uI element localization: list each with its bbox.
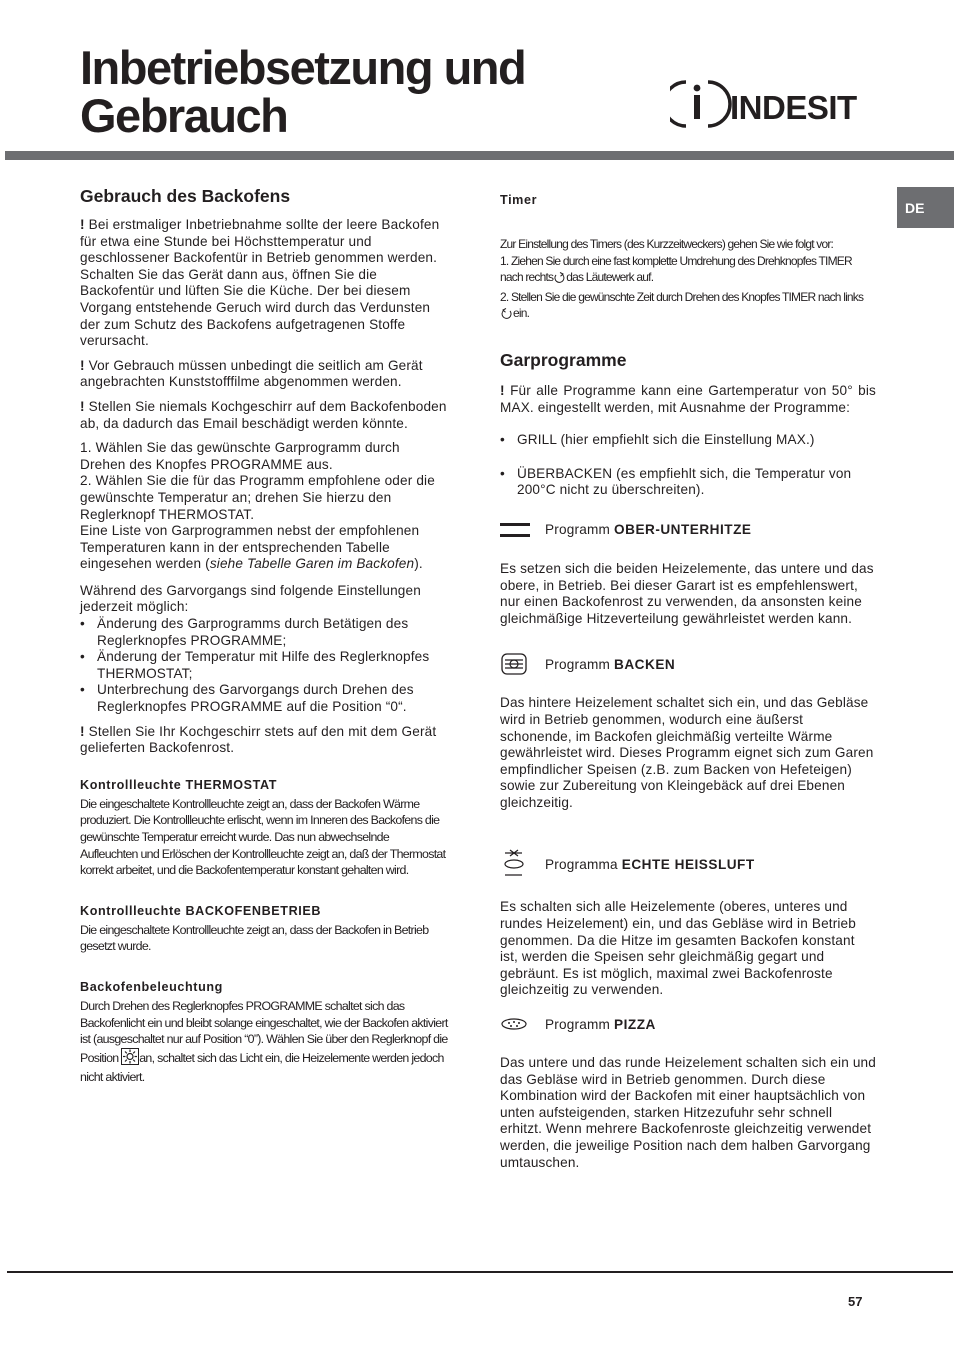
warning-mark: ! [80,217,89,232]
warning-mark: ! [500,382,511,398]
program-prefix: Programma [545,856,618,872]
list-item: • ÜBERBACKEN (es empfiehlt sich, die Temperatur von 200°C nicht zu überschreiten). [500,466,876,499]
timer-step-1-pre: 1. Ziehen Sie durch eine fast komplette Umdrehung des Drehknopfes TIMER nach rechts [500,253,852,285]
thermostat-light-text: Die eingeschaltete Kontrollleuchte zeigt an, dass der Backofen Wärme produziert. Die Kontrollleuchte erlischt, wenn im Inneren des Backofens die gewünschte Temperatur erreicht wurde. Das nun abwechselnde Aufleuchten und Erlöschen der Kontrollleuchte zeigt an, daß der Thermostat korrekt arbeitet, und die Backofentemperatur konstant gehalten wird. [80,796,446,878]
true-hot-air-icon [500,849,530,879]
warning-text: Stellen Sie Ihr Kochgeschirr stets auf den mit dem Gerät gelieferten Backofenrost. [80,723,437,756]
pizza-icon [500,1013,530,1035]
program-description: Das hintere Heizelement schaltet sich ein, und das Gebläse wird in Betrieb genommen, wodurch eine äußerst schonende, im Backofen gleichmäßig verteilte Wärme gewährleistet wird. Dieses Programm eignet sich zum Garen empfindlicher Speisen (z.B. zum Backen von Hefeteigen) sowie zur Zubereitung von Kleingebäck auf drei Ebenen gleichzeitig. [500,695,874,810]
step-2: 2. Wählen Sie die für das Programm empfohlene oder die gewünschte Temperatur an; drehen Sie hierzu den Reglerknopf THERMOSTAT. [80,473,435,522]
language-tab: DE [897,187,954,228]
lamp-icon [121,1048,139,1070]
warning-mark: ! [80,398,89,414]
oven-light-text-pre: Durch Drehen des Reglerknopfes PROGRAMME schaltet sich das Backofenlicht ein und bleibt solange eingeschaltet, wie der Backofen aktiviert ist (ausgeschaltet nur auf Position “0”). Wählen Sie über den Reglerknopf die Position [80,998,448,1065]
step-list-post: ). [414,556,423,572]
section-heading-garprogramme: Garprogramme [500,349,627,370]
exception-list [500,432,876,499]
logo-wordmark: INDESIT [730,89,857,126]
program-heading [500,849,876,879]
warning-paragraph [80,724,448,757]
timer-step-2-pre: 2. Stellen Sie die gewünschte Zeit durch Drehen des Knopfes TIMER nach links [500,289,864,304]
step-list-pre: Eine Liste von Garprogrammen nebst der empfohlenen Temperaturen kann in der entsprechenden Tabelle eingesehen werden ( [80,523,420,572]
program-description: Das untere und das runde Heizelement schalten sich ein und das Gebläse wird in Betrieb genommen. Durch diese Kombination wird der Backofen mit einer hauptsächlich von unten aufsteigenden, starken Hitzezufuhr sehr schnell erhitzt. Wenn mehrere Backofenroste gleichzeitig verwendet werden, die jeweilige Position nach dem halben Garvorgang umtauschen. [500,1055,876,1170]
section-heading-backofen: Gebrauch des Backofens [80,186,291,206]
warning-mark: ! [80,723,89,739]
indesit-logo [670,74,870,134]
program-prefix: Programm [545,1016,611,1032]
program-name: OBER-UNTERHITZE [614,522,752,538]
warning-paragraph [80,217,448,350]
program-name: ECHTE HEISSLUFT [621,856,755,872]
thermostat-light-title: Kontrollleuchte THERMOSTAT [80,777,278,792]
during-list [80,616,448,716]
program-heading [500,519,876,541]
baking-icon [500,653,530,675]
top-bottom-heat-icon [500,519,530,541]
program-heading [500,653,876,675]
warning-paragraph [500,383,876,416]
warning-text: Vor Gebrauch müssen unbedingt die seitlich am Gerät angebrachten Kunststofffilme abgenommen werden. [80,357,423,390]
right-column [500,192,876,1179]
program-prefix: Programm [545,522,611,538]
timer-step-2 [500,289,876,325]
operation-light-text: Die eingeschaltete Kontrollleuchte zeigt an, dass der Backofen in Betrieb gesetzt wurde. [80,922,429,954]
timer-title: Timer [500,193,538,207]
step-1: 1. Wählen Sie das gewünschte Garprogramm durch Drehen des Knopfes PROGRAMME aus. [80,440,400,472]
page-title [80,41,526,142]
warning-paragraph [80,399,448,432]
list-item: • Änderung des Garprogramms durch Betätigen des Reglerknopfes PROGRAMME; [80,616,448,649]
program-prefix: Programm [545,656,611,672]
page-title-line2: Gebrauch [80,89,288,142]
oven-light-title: Backofenbeleuchtung [80,979,223,994]
warning-text: Stellen Sie niemals Kochgeschirr auf dem Backofenboden ab, da dadurch das Email beschädigt werden könnte. [80,398,447,431]
page-number: 57 [848,1294,863,1309]
left-column [80,185,448,1086]
counterclockwise-arrow-icon [500,308,513,325]
header-rule [5,151,954,160]
operation-light-title: Kontrollleuchte BACKOFENBETRIEB [80,903,322,918]
warning-paragraph [80,358,448,391]
warning-mark: ! [80,357,89,373]
step-list-ref: siehe Tabelle Garen im Backofen [209,556,415,572]
footer-rule [7,1271,953,1273]
list-item: • Änderung der Temperatur mit Hilfe des Reglerknopfes THERMOSTAT; [80,649,448,682]
timer-intro: Zur Einstellung des Timers (des Kurzzeitweckers) gehen Sie wie folgt vor: [500,237,834,251]
timer-step-2-post: ein. [513,306,530,321]
program-description: Es setzen sich die beiden Heizelemente, das untere und das obere, in Betrieb. Bei dieser Garart ist es empfehlenswert, nur einen Backofenrost zu verwenden, da ansonsten keine gleichmäßige Hitzeverteilung gewährleistet werden kann. [500,560,874,626]
program-heading [500,1013,876,1035]
steps-paragraph [80,440,448,573]
oven-light-text [80,998,448,1086]
during-intro: Während des Garvorgangs sind folgende Einstellungen jederzeit möglich: [80,582,421,615]
program-name: PIZZA [614,1016,656,1032]
list-item: • GRILL (hier empfiehlt sich die Einstellung MAX.) [500,432,876,449]
program-name: BACKEN [614,656,676,672]
clockwise-arrow-icon [553,272,566,289]
timer-step-1-post: das Läutewerk auf. [566,270,654,285]
page-title-line1: Inbetriebsetzung und [80,41,526,94]
timer-step-1 [500,253,876,289]
oven-light-text-post: an, schaltet sich das Licht ein, die Heizelemente werden jedoch nicht aktiviert. [80,1050,444,1085]
warning-text: Bei erstmaliger Inbetriebnahme sollte der leere Backofen für etwa eine Stunde bei Höchsttemperatur und geschlossener Backofentür in Betrieb genommen werden. Schalten Sie das Gerät dann aus, öffnen Sie die Backofentür und lüften Sie die Küche. Der bei diesem Vorgang entstehende Geruch wird durch das Verdunsten der zum Schutz des Backofens aufgetragenen Stoffe verursacht. [80,217,440,349]
program-description: Es schalten sich alle Heizelemente (oberes, unteres und rundes Heizelement) ein, und das Gebläse wird in Betrieb genommen. Da die Hitze im gesamten Backofen konstant ist, werden die Speisen sehr gleichmäßig gegart und gebräunt. Es ist möglich, maximal zwei Backofenroste gleichzeitig zu verwenden. [500,899,856,998]
list-item: • Unterbrechung des Garvorgangs durch Drehen des Reglerknopfes PROGRAMME auf die Position “0“. [80,682,448,715]
warning-text: Für alle Programme kann eine Gartemperatur von 50° bis MAX. eingestellt werden, mit Ausnahme der Programme: [500,382,876,415]
